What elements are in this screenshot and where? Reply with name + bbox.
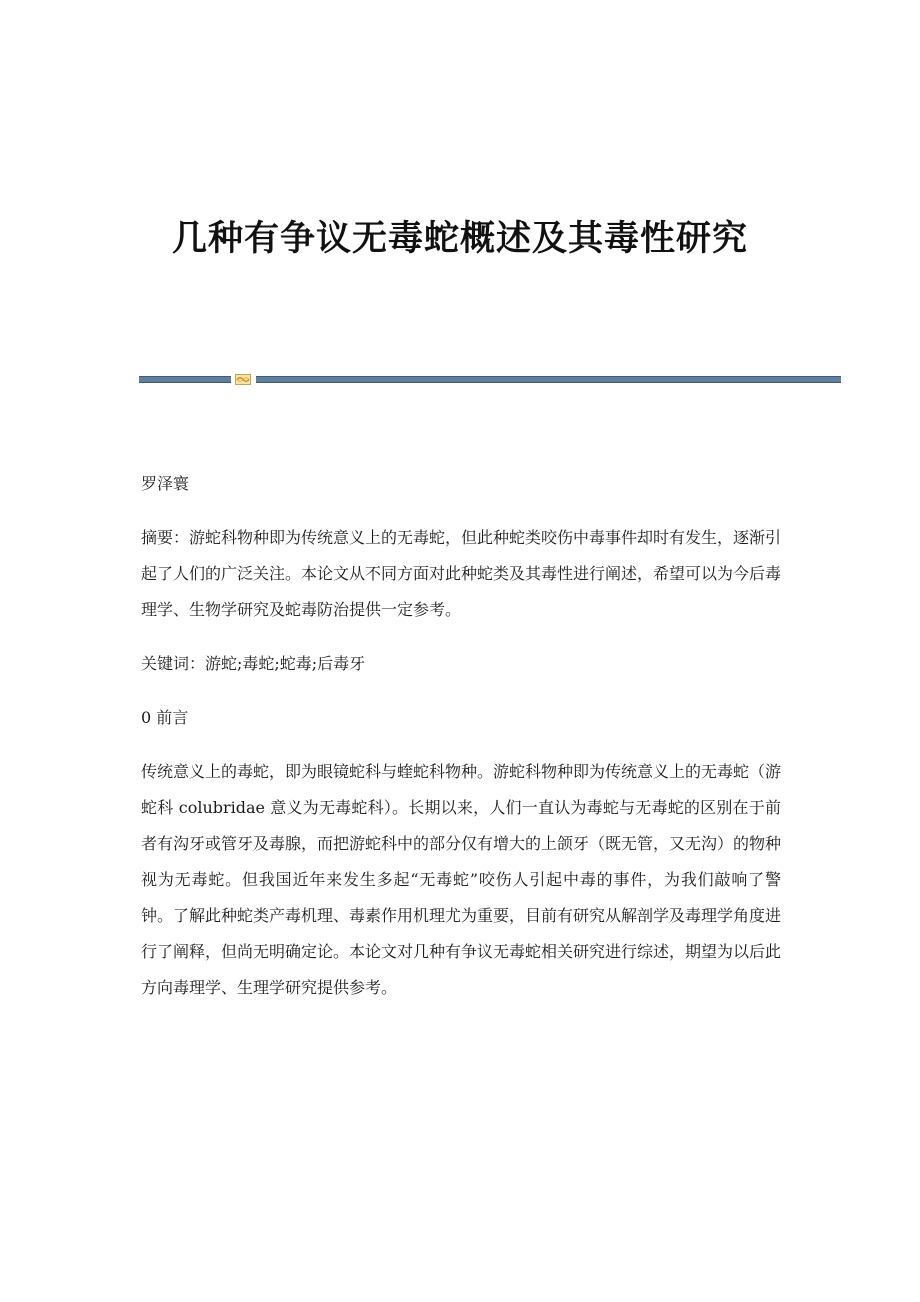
author-name: 罗泽寰 — [141, 474, 190, 493]
divider-ornament-icon — [235, 374, 251, 385]
body-paragraph: 传统意义上的毒蛇，即为眼镜蛇科与蝰蛇科物种。游蛇科物种即为传统意义上的无毒蛇（游蛇科 colubridae 意义为无毒蛇科）。长期以来，人们一直认为毒蛇与无毒蛇的区别在于前者有沟牙或管牙及毒腺，而把游蛇科中的部分仅有增大的上颌牙（既无管，又无沟）的物种视为无毒蛇。但我国近年来发生多起“无毒蛇”咬伤人引起中毒的事件，为我们敲响了警钟。了解此种蛇类产毒机理、毒素作用机理尤为重要，目前有研究从解剖学及毒理学角度进行了阐释，但尚无明确定论。本论文对几种有争议无毒蛇相关研究进行综述，期望为以后此方向毒理学、生理学研究提供参考。 — [141, 762, 782, 997]
document-title: 几种有争议无毒蛇概述及其毒性研究 — [171, 218, 748, 259]
divider-bar-left — [139, 376, 231, 383]
section-heading: 0 前言 — [141, 708, 189, 727]
divider-bar-right — [256, 376, 841, 383]
keywords-line: 关键词：游蛇;毒蛇;蛇毒;后毒牙 — [141, 654, 366, 673]
title-divider — [139, 374, 841, 384]
document-body — [141, 466, 781, 1024]
abstract-paragraph: 摘要：游蛇科物种即为传统意义上的无毒蛇，但此种蛇类咬伤中毒事件却时有发生，逐渐引起了人们的广泛关注。本论文从不同方面对此种蛇类及其毒性进行阐述，希望可以为今后毒理学、生物学研究及蛇毒防治提供一定参考。 — [141, 528, 782, 619]
